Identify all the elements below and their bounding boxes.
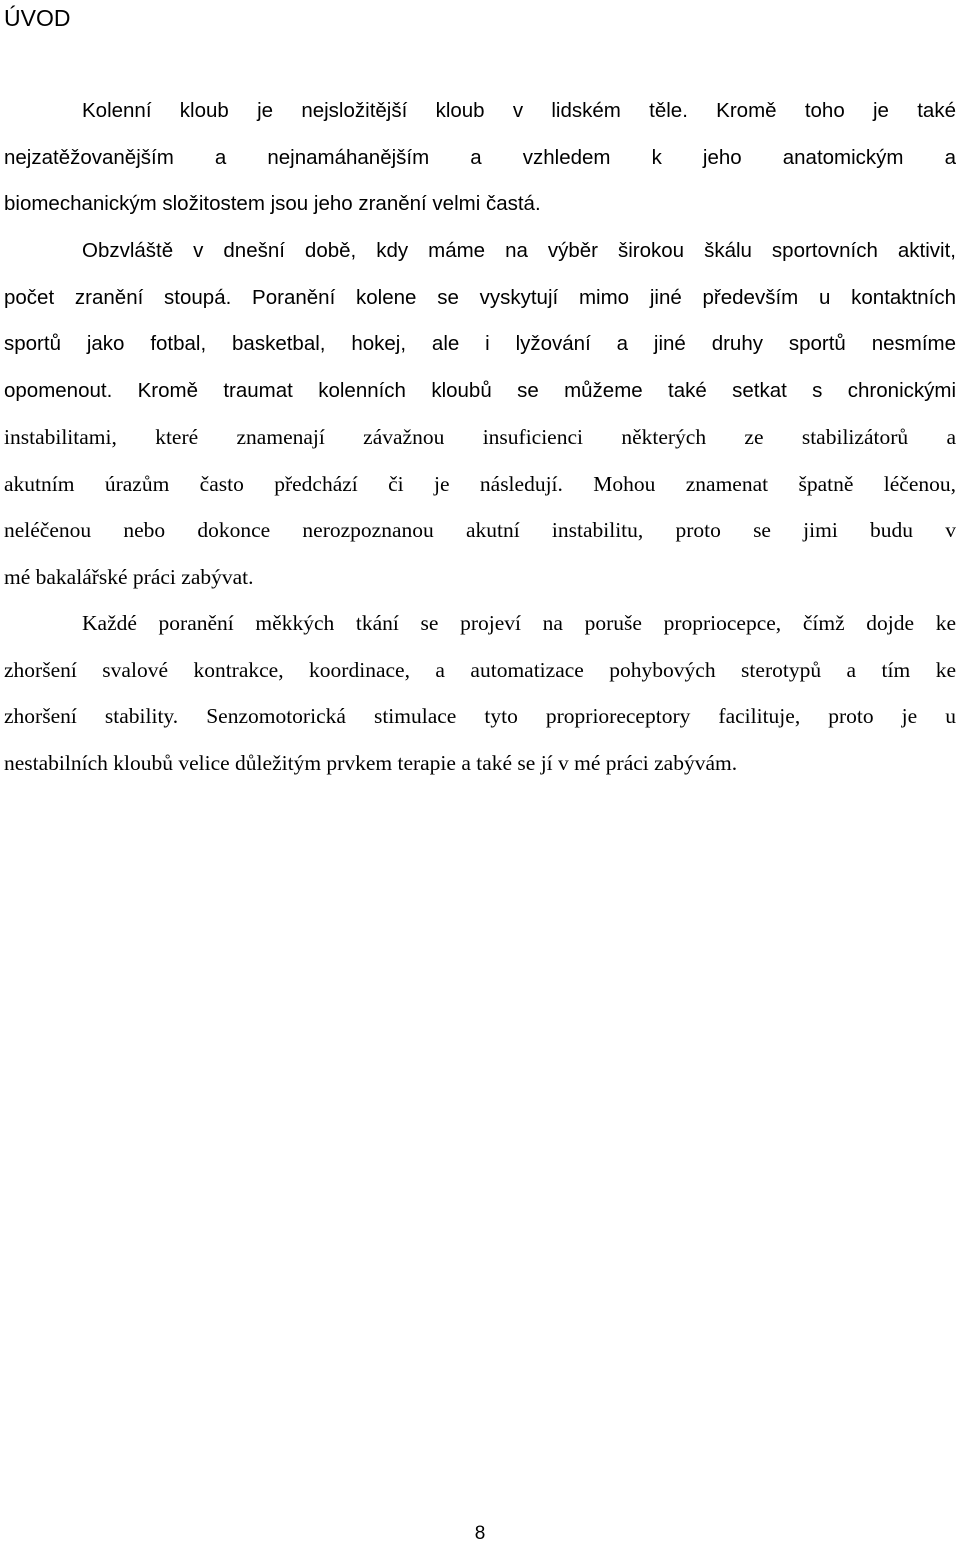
paragraph-line: počet zranění stoupá. Poranění kolene se vyskytují mimo jiné především u kontaktních xyxy=(4,285,956,309)
paragraph-line: neléčenou nebo dokonce nerozpoznanou akutní instabilitu, proto se jimi budu v xyxy=(4,518,956,542)
paragraph-1 xyxy=(4,88,956,228)
paragraph-line: Kolenní kloub je nejsložitější kloub v lidském těle. Kromě toho je také xyxy=(82,99,956,122)
paragraph-line: Každé poranění měkkých tkání se projeví na poruše propriocepce, čímž dojde ke xyxy=(82,611,956,635)
paragraph-line: opomenout. Kromě traumat kolenních kloubů se můžeme také setkat s chronickými xyxy=(4,378,956,402)
page-number: 8 xyxy=(474,1523,486,1544)
paragraph-2 xyxy=(4,228,956,600)
section-heading: ÚVOD xyxy=(4,5,71,31)
paragraph-line: nejzatěžovanějším a nejnamáhanějším a vzhledem k jeho anatomickým a xyxy=(4,145,956,169)
paragraph-line: zhoršení svalové kontrakce, koordinace, a automatizace pohybových sterotypů a tím ke xyxy=(4,657,956,682)
paragraph-line: instabilitami, které znamenají závažnou insuficienci některých ze stabilizátorů a xyxy=(4,425,956,449)
paragraph-line: akutním úrazům často předchází či je následují. Mohou znamenat špatně léčenou, xyxy=(4,471,956,496)
paragraph-line: Obzvláště v dnešní době, kdy máme na výběr širokou škálu sportovních aktivit, xyxy=(82,239,956,262)
paragraph-line: biomechanickým složitostem jsou jeho zranění velmi častá. xyxy=(4,192,541,215)
paragraph-3 xyxy=(4,600,956,786)
paragraph-line: zhoršení stability. Senzomotorická stimulace tyto proprioreceptory facilituje, proto je u xyxy=(4,704,956,728)
paragraph-line: nestabilních kloubů velice důležitým prvkem terapie a také se jí v mé práci zabývám. xyxy=(4,750,738,775)
paragraph-line: mé bakalářské práci zabývat. xyxy=(4,564,254,589)
paragraph-line: sportů jako fotbal, basketbal, hokej, ale i lyžování a jiné druhy sportů nesmíme xyxy=(4,332,956,355)
